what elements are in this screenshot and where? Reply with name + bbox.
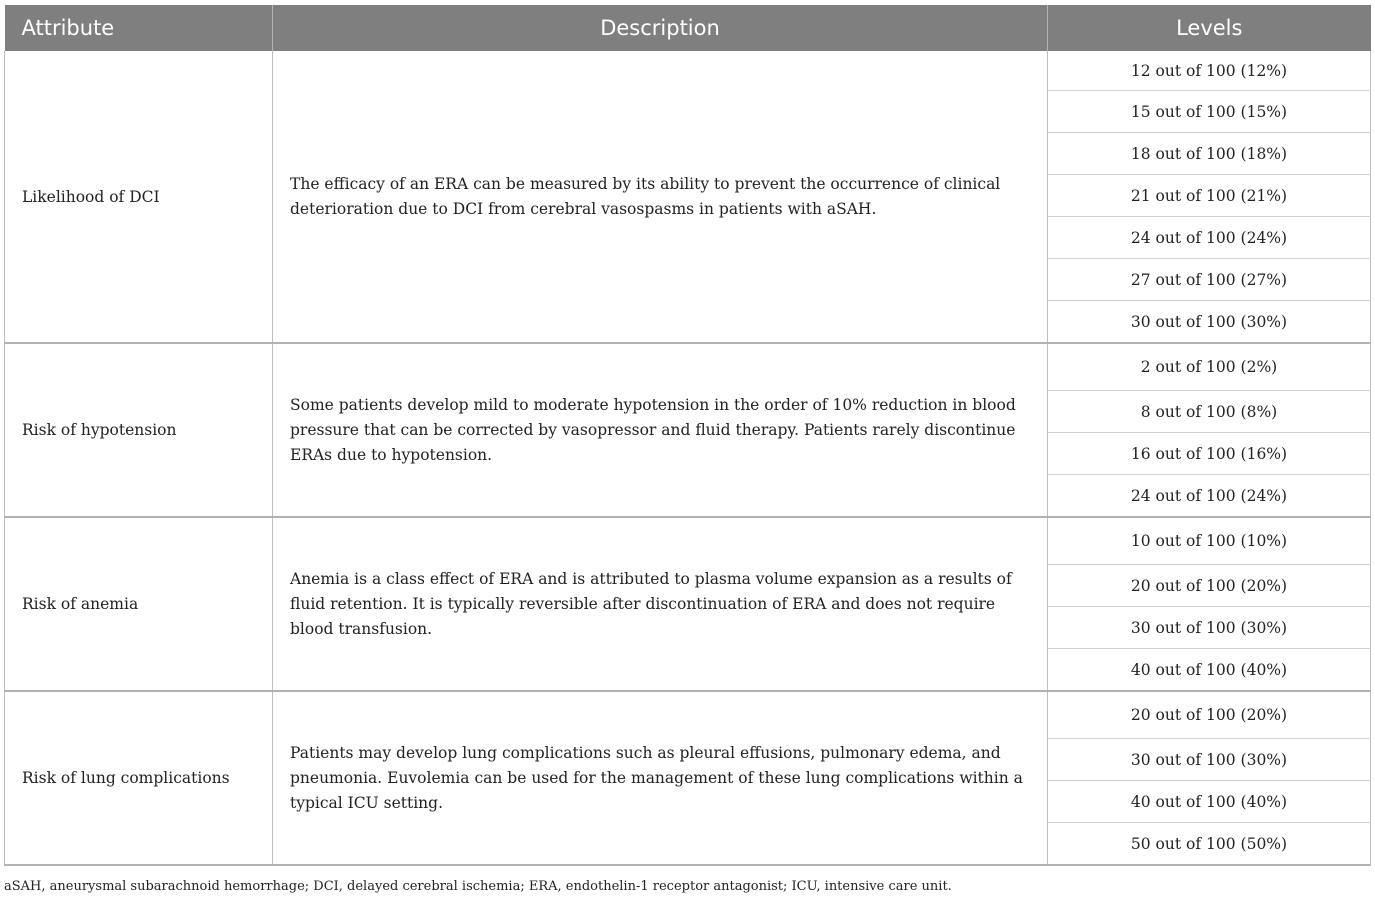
- level-cell: 30 out of 100 (30%): [1048, 739, 1371, 781]
- level-cell: 30 out of 100 (30%): [1048, 607, 1371, 649]
- header-attribute: Attribute: [5, 5, 273, 51]
- level-cell: 20 out of 100 (20%): [1048, 691, 1371, 739]
- description-cell: Patients may develop lung complications such as pleural effusions, pulmonary edema, and pneumonia. Euvolemia can be used for the management of these lung complications within a typical ICU setting.: [273, 691, 1048, 865]
- level-cell: 20 out of 100 (20%): [1048, 565, 1371, 607]
- level-cell: 24 out of 100 (24%): [1048, 475, 1371, 518]
- level-cell: 40 out of 100 (40%): [1048, 649, 1371, 692]
- description-cell: The efficacy of an ERA can be measured by its ability to prevent the occurrence of clinical deterioration due to DCI from cerebral vasospasms in patients with aSAH.: [273, 51, 1048, 343]
- table-row: [5, 691, 1371, 739]
- level-cell: 15 out of 100 (15%): [1048, 91, 1371, 133]
- table-row: [5, 51, 1371, 91]
- table-footnote: aSAH, aneurysmal subarachnoid hemorrhage; DCI, delayed cerebral ischemia; ERA, endothelin-1 receptor antagonist; ICU, intensive care unit.: [4, 879, 952, 894]
- description-cell: Anemia is a class effect of ERA and is attributed to plasma volume expansion as a results of fluid retention. It is typically reversible after discontinuation of ERA and does not require blood transfusion.: [273, 517, 1048, 691]
- attributes-table: [4, 5, 1371, 866]
- level-cell: 16 out of 100 (16%): [1048, 433, 1371, 475]
- attribute-cell: Risk of anemia: [5, 517, 273, 691]
- level-cell: 40 out of 100 (40%): [1048, 781, 1371, 823]
- level-cell: 50 out of 100 (50%): [1048, 823, 1371, 866]
- header-description: Description: [273, 5, 1048, 51]
- level-cell: 10 out of 100 (10%): [1048, 517, 1371, 565]
- level-cell: 8 out of 100 (8%): [1048, 391, 1371, 433]
- level-cell: 30 out of 100 (30%): [1048, 301, 1371, 344]
- table-row: [5, 517, 1371, 565]
- level-cell: 18 out of 100 (18%): [1048, 133, 1371, 175]
- level-cell: 24 out of 100 (24%): [1048, 217, 1371, 259]
- level-cell: 21 out of 100 (21%): [1048, 175, 1371, 217]
- level-cell: 2 out of 100 (2%): [1048, 343, 1371, 391]
- level-cell: 27 out of 100 (27%): [1048, 259, 1371, 301]
- description-cell: Some patients develop mild to moderate hypotension in the order of 10% reduction in blood pressure that can be corrected by vasopressor and fluid therapy. Patients rarely discontinue ERAs due to hypotension.: [273, 343, 1048, 517]
- attribute-cell: Likelihood of DCI: [5, 51, 273, 343]
- table-row: [5, 343, 1371, 391]
- table-header: [5, 5, 1371, 51]
- attribute-cell: Risk of hypotension: [5, 343, 273, 517]
- level-cell: 12 out of 100 (12%): [1048, 51, 1371, 91]
- header-levels: Levels: [1048, 5, 1371, 51]
- attribute-cell: Risk of lung complications: [5, 691, 273, 865]
